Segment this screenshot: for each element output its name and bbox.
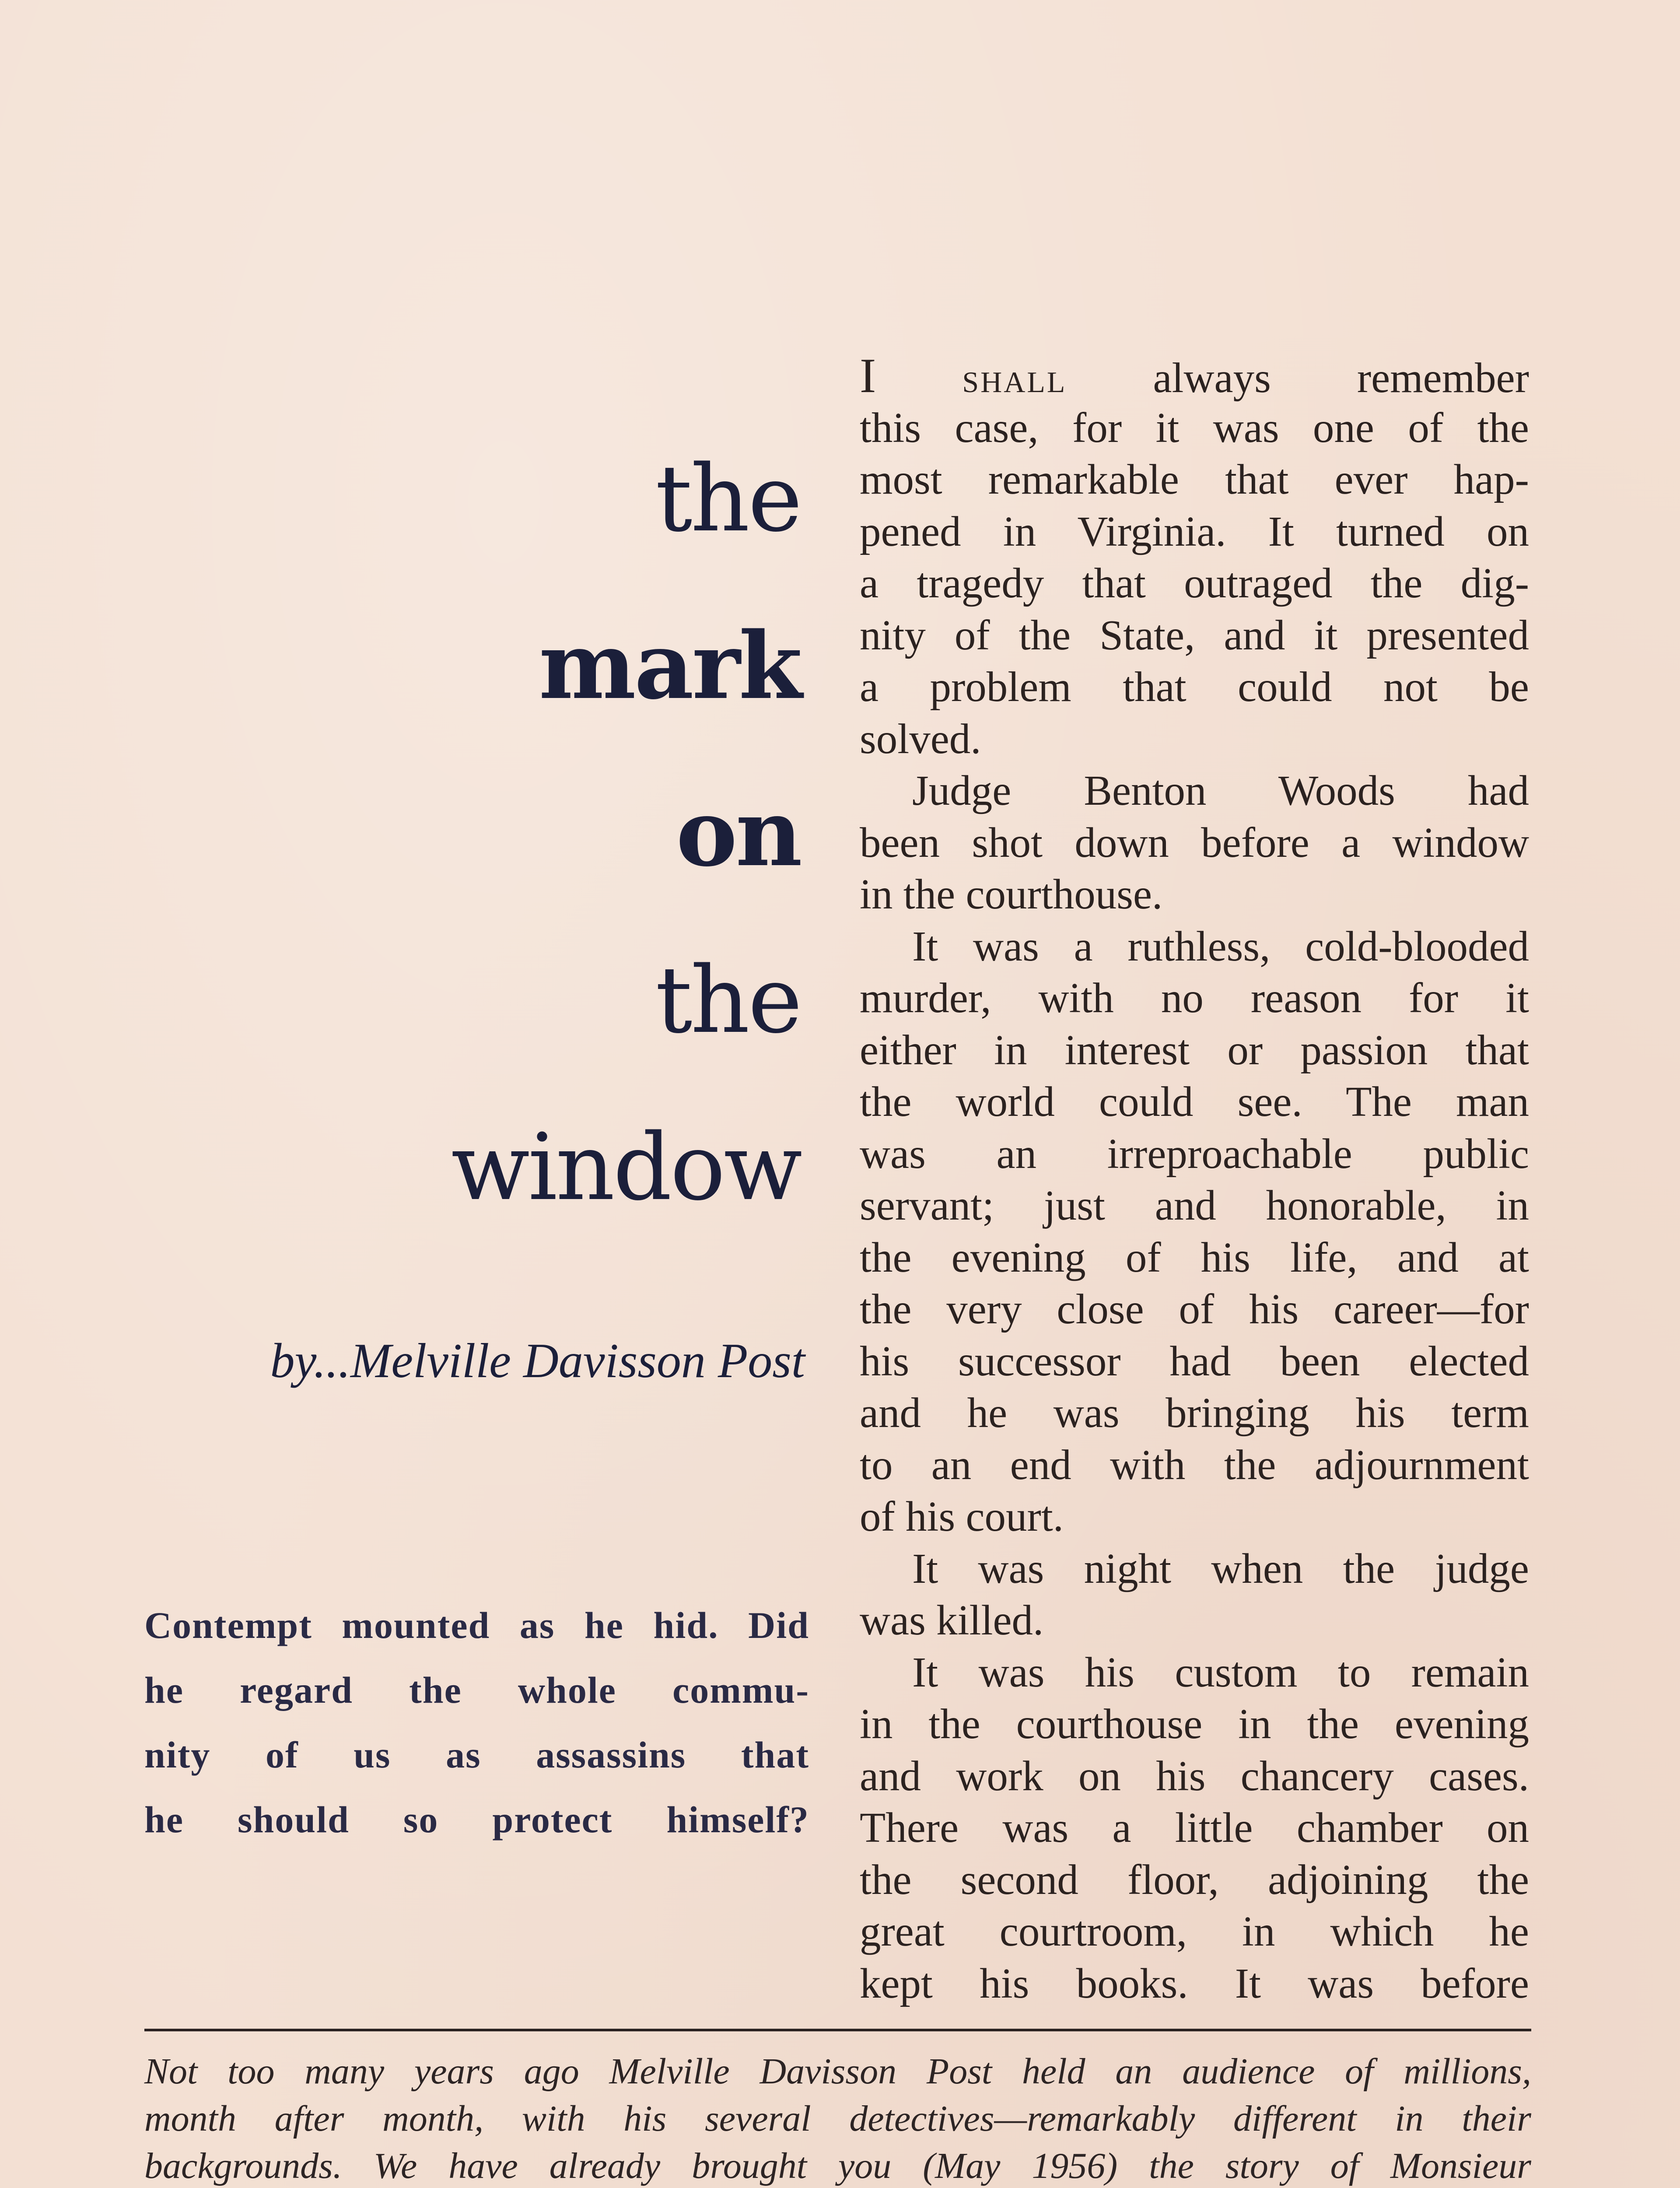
blurb-line: Contempt mounted as he hid. Did [144, 1604, 809, 1646]
story-line: a tragedy that outraged the dig- [860, 560, 1529, 607]
story-line: solved. [860, 715, 981, 762]
first-word-smallcaps: shall [962, 354, 1067, 401]
title-word: window [451, 1114, 801, 1221]
story-blurb [144, 1593, 809, 1852]
story-line: of his court. [860, 1493, 1064, 1540]
story-line: Judge Benton Woods had [912, 767, 1529, 814]
drop-cap: I [860, 349, 876, 403]
divider-rule [144, 2029, 1531, 2031]
story-line: most remarkable that ever hap- [860, 456, 1529, 503]
story-line: the very close of his career—for [860, 1286, 1529, 1332]
story-line: and work on his chancery cases. [860, 1752, 1529, 1799]
story-line: It was a ruthless, cold-blooded [912, 922, 1529, 970]
story-line: kept his books. It was before [860, 1960, 1529, 2007]
story-line: his successor had been elected [860, 1337, 1529, 1385]
story-line: was an irreproachable public [860, 1130, 1529, 1177]
story-line: nity of the State, and it presented [860, 611, 1529, 659]
title-word: the [655, 947, 801, 1054]
story-line: a problem that could not be [860, 663, 1529, 710]
author-byline: by...Melville Davisson Post [270, 1334, 805, 1388]
editor-note-line: Not too many years ago Melville Davisson Post held an audience of millions, [144, 2051, 1531, 2092]
story-line: great courtroom, in which he [860, 1908, 1529, 1955]
blurb-line: he should so protect himself? [144, 1799, 809, 1841]
editor-note-line: month after month, with his several detectives—remarkably different in their [144, 2098, 1531, 2139]
story-line: been shot down before a window [860, 819, 1529, 866]
story-line: pened in Virginia. It turned on [860, 508, 1529, 555]
story-line: the evening of his life, and at [860, 1234, 1529, 1281]
story-line: was killed. [860, 1597, 1044, 1644]
story-line: either in interest or passion that [860, 1026, 1529, 1073]
editor-note-line: backgrounds. We have already brought you (May 1956) the story of Monsieur [144, 2146, 1531, 2186]
story-line: in the courthouse. [860, 871, 1163, 918]
story-title [131, 445, 801, 1291]
story-line: to an end with the adjournment [860, 1441, 1529, 1488]
story-line: There was a little chamber on [860, 1804, 1529, 1851]
story-text-column [860, 350, 1529, 2009]
blurb-line: he regard the whole commu- [144, 1669, 809, 1711]
first-line-rest: always remember [1153, 354, 1530, 401]
story-first-line [860, 350, 1529, 402]
blurb-line: nity of us as assassins that [144, 1734, 809, 1776]
story-line: It was night when the judge [912, 1545, 1529, 1592]
title-word: on [676, 779, 801, 887]
title-word: mark [539, 612, 801, 720]
story-line: servant; just and honorable, in [860, 1182, 1529, 1229]
story-line: the world could see. The man [860, 1078, 1529, 1125]
story-line: and he was bringing his term [860, 1389, 1529, 1436]
story-line: in the courthouse in the evening [860, 1701, 1529, 1747]
title-word: the [655, 445, 801, 552]
story-line: murder, with no reason for it [860, 975, 1529, 1021]
editor-note [144, 2048, 1531, 2188]
story-line: It was his custom to remain [912, 1648, 1529, 1696]
story-line: this case, for it was one of the [860, 404, 1529, 451]
story-line: the second floor, adjoining the [860, 1856, 1529, 1903]
